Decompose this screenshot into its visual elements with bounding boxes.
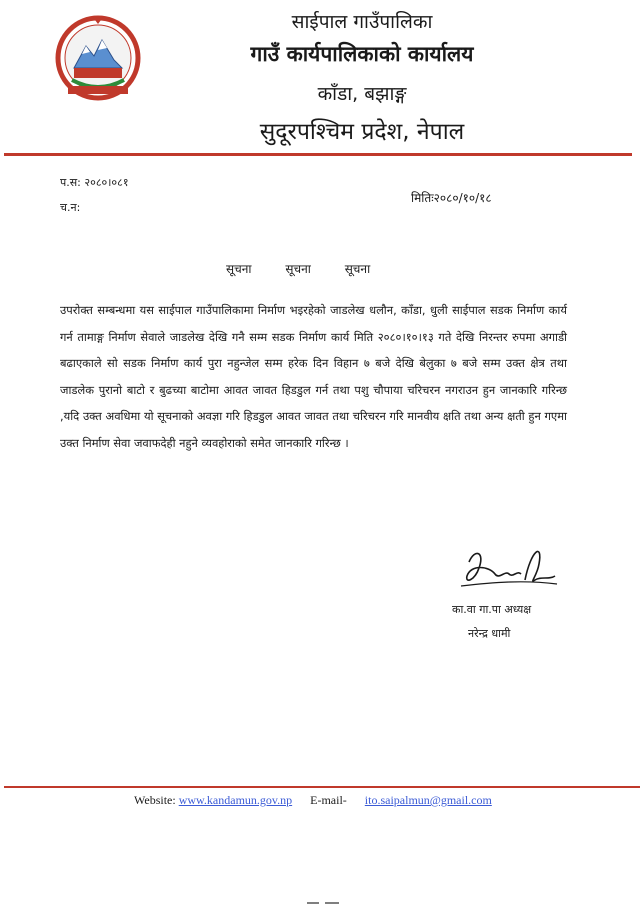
header-divider	[4, 153, 632, 156]
signature-image	[455, 540, 560, 602]
notice-label: सूचना	[226, 262, 252, 276]
header-office-name: गाउँ कार्यपालिकाको कार्यालय	[250, 42, 474, 66]
signatory-name: नरेन्द्र धामी	[468, 627, 511, 640]
footer-divider	[4, 786, 640, 788]
header-address: काँडा, बझाङ्ग	[317, 83, 407, 105]
header-province: सुदूरपश्चिम प्रदेश, नेपाल	[259, 119, 465, 145]
notice-label: सूचना	[285, 262, 311, 276]
notice-heading	[226, 260, 400, 277]
email-label: E-mail-	[310, 793, 347, 807]
website-label: Website:	[134, 793, 176, 807]
email-link[interactable]: ito.saipalmun@gmail.com	[364, 793, 492, 807]
website-link[interactable]: www.kandamun.gov.np	[178, 793, 293, 807]
dispatch-number: च.न:	[60, 201, 81, 214]
notice-body: उपरोक्त सम्बन्धमा यस साईपाल गाउँपालिकामा निर्माण भइरहेको जाडलेख धलौन, काँडा, धुली साईपाल सडक निर्माण कार्य गर्न तामाङ्ग निर्माण सेवाले जाडलेख देखि गनै सम्म सडक निर्माण कार्य मिति २०८०।१०।१३ गते देखि निरन्तर रुपमा अगाडी बढाएकाले सो सडक निर्माण कार्य पुरा नहुन्जेल सम्म हरेक दिन विहान ७ बजे देखि बेलुका ७ बजे सम्म उक्त क्षेत्र तथा जाडलेक पुरानो बाटो र बुढच्या बाटोमा आवत जावत हिडडुल गर्न तथा पशु चौपाया चरिचरन नगराउन हुन जानकारि गरिन्छ ,यदि उक्त अवधिमा यो सूचनाको अवज्ञा गरि हिडडुल आवत जावत तथा चरिचरन गरि मानवीय क्षति तथा अन्य क्षती हुन गएमा उक्त निर्माण सेवा जवाफदेही नहुने व्यवहोराको समेत जानकारि गरिन्छ ।	[60, 303, 567, 450]
footer-contact	[134, 793, 492, 808]
header-municipality-name: साईपाल गाउँपालिका	[291, 11, 433, 33]
reference-number: प.स: २०८०।०८१	[60, 176, 129, 189]
signatory-title: का.वा गा.पा अध्यक्ष	[452, 603, 532, 616]
scan-artifact	[305, 900, 355, 906]
notice-label: सूचना	[344, 262, 371, 276]
letter-date: मितिः२०८०/१०/१८	[411, 191, 492, 205]
